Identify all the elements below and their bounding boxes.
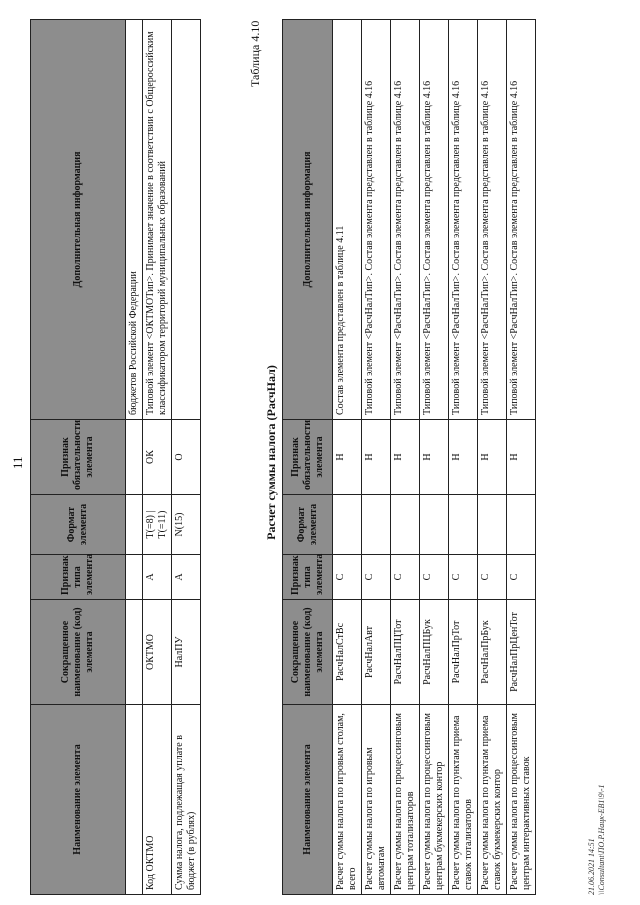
cell-info: Типовой элемент <ОКТМОТип>. Принимает значение в соответствии с Общероссийским классификатором территорий муниципальных образований [143,20,172,420]
table-row [333,20,362,895]
cell-code: РасчНалПЦТот [391,600,420,705]
cell-name: Сумма налога, подлежащая уплате в бюджет (в рублях) [172,705,201,895]
table-row [420,20,449,895]
cell-name: Расчет суммы налога по пунктам приема ставок букмекерских контор [478,705,507,895]
cell-format [420,495,449,555]
cell-info [172,20,201,420]
table-row [126,20,143,895]
cell-required [126,420,143,495]
cell-format [449,495,478,555]
cell-type: А [172,555,201,600]
cell-required: О [172,420,201,495]
cell-code: РасчНалСтВс [333,600,362,705]
header-type: Признак типа элемента [283,555,333,600]
cell-name: Расчет суммы налога по игровым столам, всего [333,705,362,895]
cell-type: С [507,555,536,600]
cell-name: Расчет суммы налога по процессинговым центрам интерактивных ставок [507,705,536,895]
header-format: Формат элемента [31,495,126,555]
header-name: Наименование элемента [283,705,333,895]
header-type: Признак типа элемента [31,555,126,600]
cell-code: НалПУ [172,600,201,705]
table-row [391,20,420,895]
header-info: Дополнительная информация [283,20,333,420]
cell-code [126,600,143,705]
header-format: Формат элемента [283,495,333,555]
cell-format [478,495,507,555]
cell-info: Типовой элемент <РасчНалТип>. Состав элемента представлен в таблице 4.16 [420,20,449,420]
table-row [449,20,478,895]
cell-info: Типовой элемент <РасчНалТип>. Состав элемента представлен в таблице 4.16 [362,20,391,420]
table-number: Таблица 4.10 [248,20,262,87]
cell-format [391,495,420,555]
table-elements-top [30,19,201,895]
cell-required: ОК [143,420,172,495]
cell-required: Н [478,420,507,495]
cell-required: Н [391,420,420,495]
cell-code: РасчНалПрЦенТот [507,600,536,705]
cell-info: Типовой элемент <РасчНалТип>. Состав элемента представлен в таблице 4.16 [449,20,478,420]
cell-info: Типовой элемент <РасчНалТип>. Состав элемента представлен в таблице 4.16 [478,20,507,420]
header-name: Наименование элемента [31,705,126,895]
cell-type: С [362,555,391,600]
cell-info: Типовой элемент <РасчНалТип>. Состав элемента представлен в таблице 4.16 [391,20,420,420]
cell-code: РасчНалАвт [362,600,391,705]
table-row [478,20,507,895]
cell-type: С [333,555,362,600]
cell-name: Код ОКТМО [143,705,172,895]
cell-format [126,495,143,555]
cell-format: T(=8) | T(=11) [143,495,172,555]
table-title: Расчет суммы налога (РасчНал) [264,365,278,540]
table-tax-calculation [282,19,536,895]
cell-required: Н [420,420,449,495]
cell-required: Н [362,420,391,495]
cell-code: РасчНалПрТот [449,600,478,705]
cell-required: Н [333,420,362,495]
cell-name: Расчет суммы налога по игровым автоматам [362,705,391,895]
cell-format: N(15) [172,495,201,555]
cell-name: Расчет суммы налога по процессинговым центрам тотализаторов [391,705,420,895]
cell-type: С [449,555,478,600]
cell-info: бюджетов Российской Федерации [126,20,143,420]
cell-type [126,555,143,600]
table-row [362,20,391,895]
cell-format [362,495,391,555]
cell-code: РасчНалПрБук [478,600,507,705]
cell-required: Н [449,420,478,495]
stamp-path: \\Consultant\ПО.Р.Нацк-ЕВ1\9\-1 [597,784,606,895]
print-stamp [587,785,607,896]
cell-format [333,495,362,555]
cell-code: ОКТМО [143,600,172,705]
cell-info: Типовой элемент <РасчНалТип>. Состав элемента представлен в таблице 4.16 [507,20,536,420]
table-row [172,20,201,895]
cell-type: А [143,555,172,600]
cell-name: Расчет суммы налога по пунктам приема ставок тотализаторов [449,705,478,895]
cell-name: Расчет суммы налога по процессинговым центрам букмекерских контор [420,705,449,895]
header-code: Сокращенное наименование (код) элемента [31,600,126,705]
cell-info: Состав элемента представлен в таблице 4.11 [333,20,362,420]
cell-name [126,705,143,895]
page-number: 11 [10,456,25,469]
table-row [143,20,172,895]
header-info: Дополнительная информация [31,20,126,420]
cell-format [507,495,536,555]
stamp-date: 21.06.2021 14:51 [587,838,596,895]
cell-type: С [420,555,449,600]
header-required: Признак обязательности элемента [283,420,333,495]
cell-type: С [478,555,507,600]
table-row [507,20,536,895]
header-code: Сокращенное наименование (код) элемента [283,600,333,705]
cell-type: С [391,555,420,600]
header-required: Признак обязательности элемента [31,420,126,495]
cell-required: Н [507,420,536,495]
cell-code: РасчНалПЦБук [420,600,449,705]
